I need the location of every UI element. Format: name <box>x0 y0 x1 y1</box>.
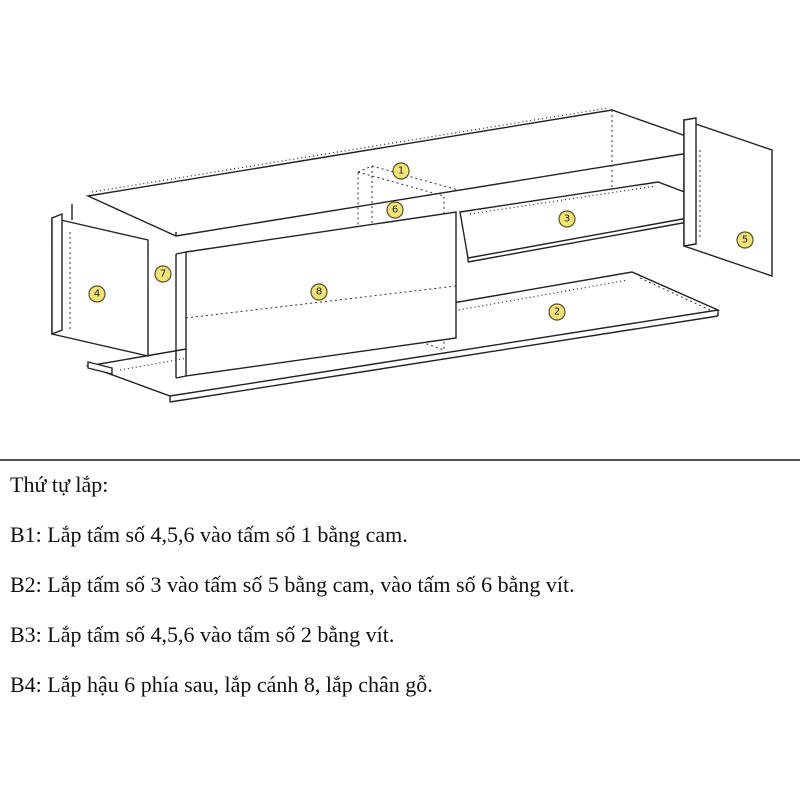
svg-text:4: 4 <box>93 288 101 300</box>
section-divider <box>0 459 800 461</box>
step-b1: B1: Lắp tấm số 4,5,6 vào tấm số 1 bằng cam. <box>10 522 408 547</box>
svg-text:6: 6 <box>391 204 399 216</box>
part-number-4 <box>89 286 105 302</box>
part-number-5 <box>737 232 753 248</box>
step-b4: B4: Lắp hậu 6 phía sau, lắp cánh 8, lắp chân gỗ. <box>10 672 433 697</box>
svg-text:3: 3 <box>563 213 571 225</box>
panel-right-side <box>684 118 772 276</box>
step-b3: B3: Lắp tấm số 4,5,6 vào tấm số 2 bằng vít. <box>10 622 395 647</box>
svg-text:5: 5 <box>741 234 749 246</box>
part-number-7 <box>155 266 171 282</box>
step-b2: B2: Lắp tấm số 3 vào tấm số 5 bằng cam, vào tấm số 6 bằng vít. <box>10 572 575 597</box>
instructions-title: Thứ tự lắp: <box>10 472 109 497</box>
svg-text:7: 7 <box>159 268 167 280</box>
part-number-3 <box>559 211 575 227</box>
part-number-1 <box>393 163 409 179</box>
part-number-6 <box>387 202 403 218</box>
part-number-8 <box>311 284 327 300</box>
panel-left-side <box>52 204 148 356</box>
svg-text:1: 1 <box>397 165 405 177</box>
part-number-2 <box>549 304 565 320</box>
assembly-instructions <box>10 468 790 718</box>
svg-text:2: 2 <box>553 306 561 318</box>
svg-text:8: 8 <box>315 286 323 298</box>
